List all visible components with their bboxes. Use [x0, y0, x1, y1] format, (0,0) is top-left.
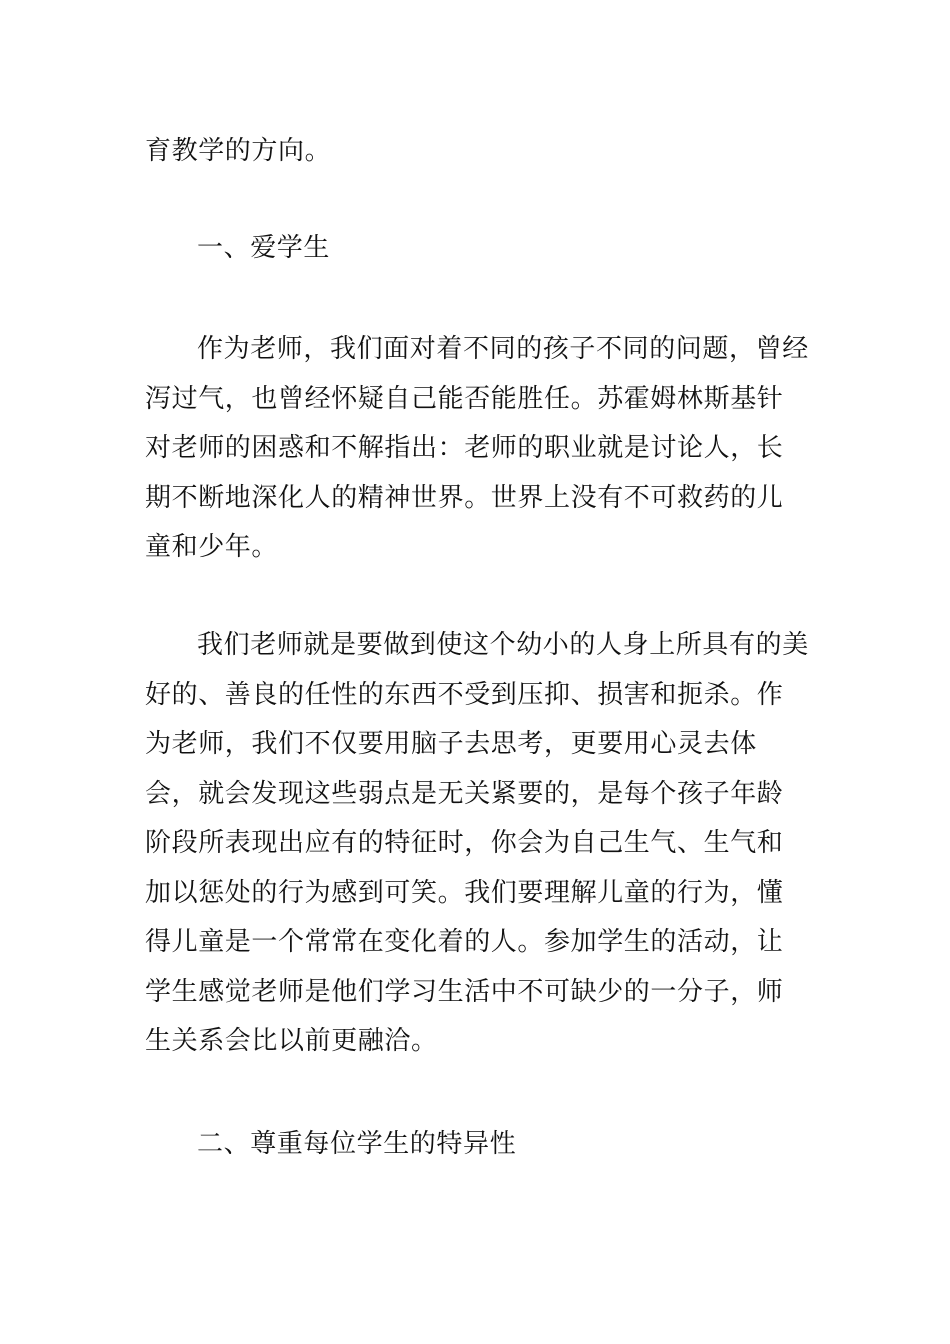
paragraph-1: 作为老师，我们面对着不同的孩子不同的问题，曾经泻过气，也曾经怀疑自己能否能胜任。苏霍姆林斯基针对老师的困惑和不解指出：老师的职业就是讨论人，长期不断地深化人的精神世界。世界上没有不可救药的儿童和少年。 [145, 334, 809, 562]
paragraph-2: 我们老师就是要做到使这个幼小的人身上所具有的美好的、善良的任性的东西不受到压抑、损害和扼杀。作为老师，我们不仅要用脑子去思考，更要用心灵去体会，就会发现这些弱点是无关紧要的，是每个孩子年龄阶段所表现出应有的特征时，你会为自己生气、生气和加以惩处的行为感到可笑。我们要理解儿童的行为，懂得儿童是一个常常在变化着的人。参加学生的活动，让学生感觉老师是他们学习生活中不可缺少的一分子，师生关系会比以前更融洽。 [145, 630, 809, 1056]
section-heading-1: 一、爱学生 [197, 233, 331, 263]
section-heading-2: 二、尊重每位学生的特异性 [197, 1129, 517, 1159]
continuation-line: 育教学的方向。 [145, 136, 332, 166]
